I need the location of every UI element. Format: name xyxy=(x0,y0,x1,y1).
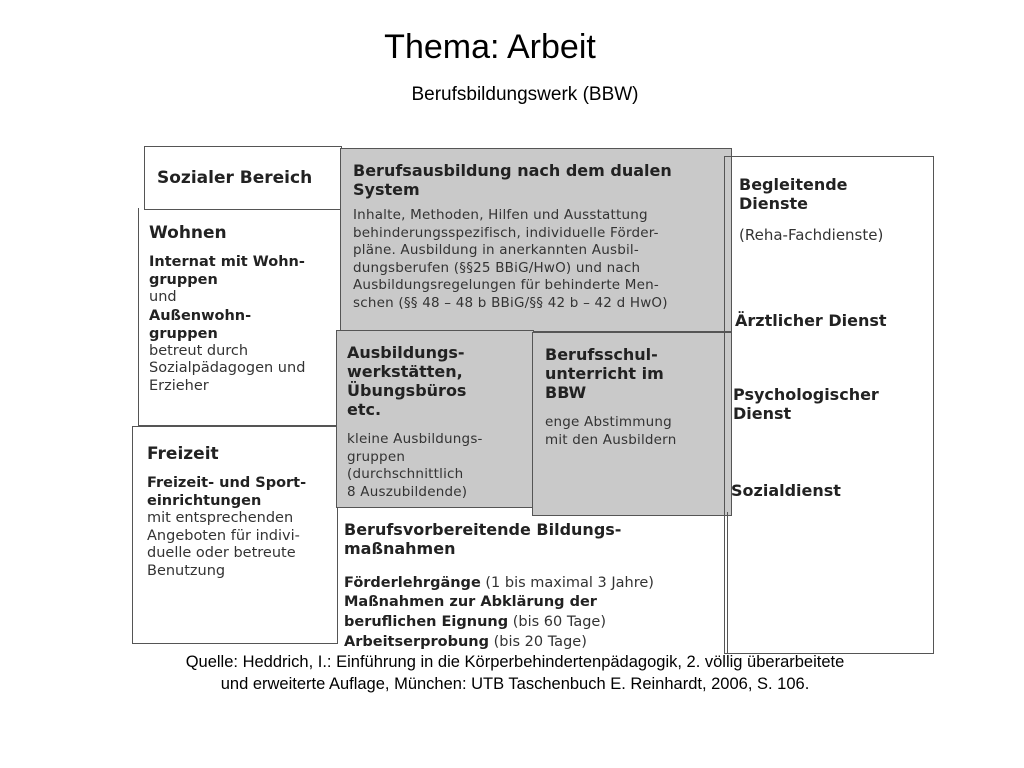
source-citation xyxy=(120,651,910,695)
werkstaetten-heading: Ausbildungs- xyxy=(347,343,465,362)
werkstaetten-line: kleine Ausbildungs- xyxy=(347,431,483,447)
berufsschule-line: enge Abstimmung xyxy=(545,414,672,430)
sozialer-bereich-heading: Sozialer Bereich xyxy=(157,168,313,188)
slide-title: Thema: Arbeit xyxy=(384,28,596,66)
wohnen-line: und xyxy=(149,289,177,305)
freizeit-line: duelle oder betreute xyxy=(147,545,296,561)
freizeit-line: mit entsprechenden xyxy=(147,510,294,526)
werkstaetten-heading: werkstätten, xyxy=(347,362,463,381)
psychologischer-dienst-label: Dienst xyxy=(733,404,792,423)
wohnen-line: gruppen xyxy=(149,272,218,288)
vorbereitend-heading: Berufsvorbereitende Bildungs- xyxy=(344,520,622,539)
freizeit-box xyxy=(132,426,338,644)
berufsschule-heading: Berufsschul- xyxy=(545,345,658,364)
vorbereitend-item xyxy=(344,572,724,593)
vorbereitend-item-bold: beruflichen Eignung xyxy=(344,613,509,630)
sozialdienst-label: Sozialdienst xyxy=(731,481,841,500)
begleitende-dienste-heading: Begleitende xyxy=(739,175,848,194)
wohnen-line: gruppen xyxy=(149,325,218,342)
vorbereitend-item-bold: Arbeitserprobung xyxy=(344,634,489,650)
reha-fachdienste-label: (Reha-Fachdienste) xyxy=(739,226,884,244)
duales-system-heading: Berufsausbildung nach dem dualen xyxy=(353,161,672,180)
vorbereitend-item-bold: Maßnahmen zur Abklärung der xyxy=(344,593,597,610)
berufsschule-heading: BBW xyxy=(545,383,587,402)
freizeit-line: einrichtungen xyxy=(147,493,262,509)
vorbereitend-item-bold: Förderlehrgänge xyxy=(344,575,481,591)
source-line: Quelle: Heddrich, I.: Einführung in die Körperbehindertenpädagogik, 2. völlig überarbeitete xyxy=(185,653,845,671)
vorbereitend-item-text: (bis 20 Tage) xyxy=(489,634,587,650)
wohnen-box xyxy=(138,208,342,426)
wohnen-line: betreut durch xyxy=(149,342,249,359)
slide-subtitle: Berufsbildungswerk (BBW) xyxy=(411,84,639,105)
vorbereitend-item-text: (bis 60 Tage) xyxy=(508,613,606,630)
bbw-diagram xyxy=(128,140,938,660)
werkstaetten-line: (durchschnittlich xyxy=(347,466,464,482)
vorbereitend-item xyxy=(344,631,724,652)
werkstaetten-heading: Übungsbüros xyxy=(347,381,467,400)
psychologischer-dienst-label: Psychologischer xyxy=(733,385,879,404)
wohnen-heading: Wohnen xyxy=(149,223,227,243)
duales-system-line: schen (§§ 48 – 48 b BBiG/§§ 42 b – 42 d HwO) xyxy=(353,294,668,311)
freizeit-line: Freizeit- und Sport- xyxy=(147,475,307,491)
sozialer-bereich-box xyxy=(144,146,342,210)
wohnen-line: Sozialpädagogen und xyxy=(149,360,306,376)
duales-system-line: dungsberufen (§§25 BBiG/HwO) und nach xyxy=(353,259,641,276)
freizeit-line: Benutzung xyxy=(147,562,226,579)
begleitende-dienste-heading: Dienste xyxy=(739,194,809,213)
aerztlicher-dienst-label: Ärztlicher Dienst xyxy=(735,311,887,330)
begleitende-dienste-box xyxy=(724,156,934,654)
duales-system-box xyxy=(340,148,732,332)
wohnen-line: Außenwohn- xyxy=(149,307,252,324)
freizeit-heading: Freizeit xyxy=(147,444,219,464)
vorbereitend-item xyxy=(344,611,724,632)
duales-system-line: behinderungsspezifisch, individuelle Förder- xyxy=(353,224,659,241)
vorbereitend-heading: maßnahmen xyxy=(344,539,456,558)
duales-system-line: Ausbildungsregelungen für behinderte Men- xyxy=(353,277,659,293)
wohnen-line: Erzieher xyxy=(149,377,209,394)
duales-system-line: pläne. Ausbildung in anerkannten Ausbil- xyxy=(353,242,639,258)
werkstaetten-line: gruppen xyxy=(347,448,406,465)
berufsschulunterricht-box xyxy=(532,332,732,516)
vorbereitend-item-text: (1 bis maximal 3 Jahre) xyxy=(480,575,654,591)
freizeit-line: Angeboten für indivi- xyxy=(147,527,300,544)
source-line: und erweiterte Auflage, München: UTB Taschenbuch E. Reinhardt, 2006, S. 106. xyxy=(220,675,810,693)
duales-system-line: Inhalte, Methoden, Hilfen und Ausstattung xyxy=(353,207,648,223)
werkstaetten-line: 8 Auszubildende) xyxy=(347,483,468,500)
berufsvorbereitende-box xyxy=(332,512,728,654)
berufsschule-heading: unterricht im xyxy=(545,364,664,383)
duales-system-heading: System xyxy=(353,180,420,199)
werkstaetten-heading: etc. xyxy=(347,400,382,419)
berufsschule-line: mit den Ausbildern xyxy=(545,431,677,448)
ausbildungswerkstaetten-box xyxy=(336,330,534,508)
wohnen-line: Internat mit Wohn- xyxy=(149,254,305,270)
